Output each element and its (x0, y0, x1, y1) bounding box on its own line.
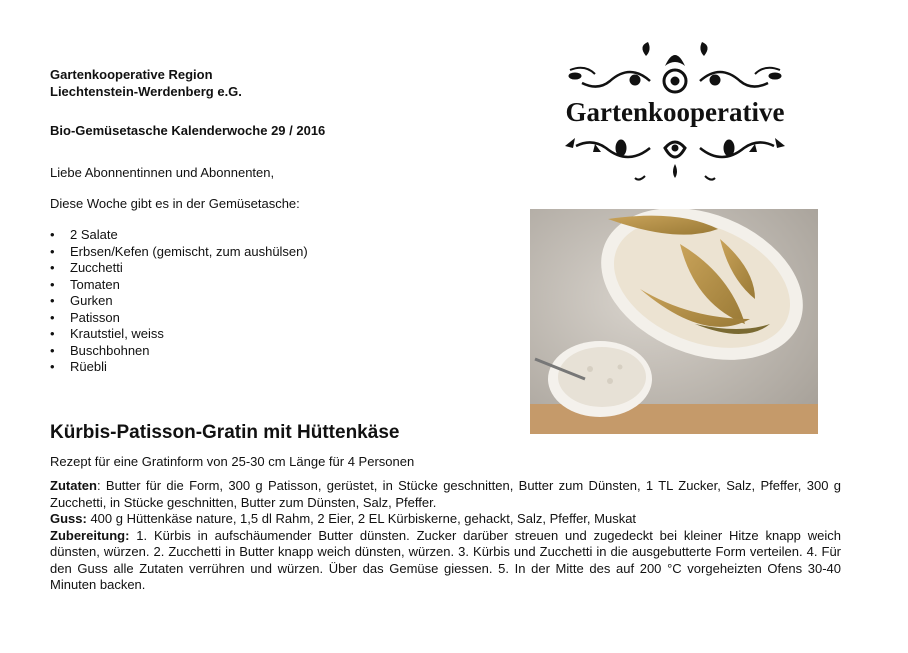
preparation-text: 1. Kürbis in aufschäumender Butter dünsten. Zucker darüber streuen und zugedeckt bei kleiner Hitze knapp weich dünsten, würzen. 2. Zucchetti in Butter knapp weich dünsten, würzen. 3. Kürbis und Zucchetti in die ausgebutterte Form verteilen. 4. Für den Guss alle Zutaten verrühren und würzen. Über das Gemüse giessen. 5. In der Mitte des auf 200 °C vorgeheizten Ofens 30-40 Minuten backen. (50, 527, 841, 592)
list-item: • Krautstiel, weiss (50, 326, 308, 343)
greeting: Liebe Abonnentinnen und Abonnenten, (50, 165, 275, 180)
recipe-subtitle: Rezept für eine Gratinform von 25-30 cm Länge für 4 Personen (50, 454, 415, 469)
preparation-paragraph (50, 528, 841, 594)
list-item: • Buschbohnen (50, 343, 308, 360)
list-item: • Gurken (50, 293, 308, 310)
list-item: • Patisson (50, 310, 308, 327)
ingredients-text: : Butter für die Form, 300 g Patisson, gerüstet, in Stücke geschnitten, Butter zum Dünsten, 1 TL Zucker, Salz, Pfeffer, 300 g Zucchetti, in Stücke geschnitten, Butter zum Dünsten, Salz, Pfeffer. (50, 478, 841, 510)
org-line-1: Gartenkooperative Region (50, 67, 213, 82)
recipe-body (50, 478, 841, 594)
list-item: • Erbsen/Kefen (gemischt, zum aushülsen) (50, 244, 308, 261)
gratin-dish-photo-icon (530, 209, 818, 434)
organization-name (50, 66, 242, 100)
logo-text: Gartenkooperative (565, 97, 785, 127)
vegetable-list (50, 227, 308, 376)
intro-text: Diese Woche gibt es in der Gemüsetasche: (50, 196, 300, 211)
ingredients-label: Zutaten (50, 478, 97, 493)
list-item: • Zucchetti (50, 260, 308, 277)
guss-label: Guss: (50, 511, 87, 526)
list-item: • Tomaten (50, 277, 308, 294)
guss-text: 400 g Hüttenkäse nature, 1,5 dl Rahm, 2 Eier, 2 EL Kürbiskerne, gehackt, Salz, Pfeffer, Muskat (86, 511, 637, 526)
preparation-label: Zubereitung: (50, 527, 130, 543)
list-item: • Rüebli (50, 359, 308, 376)
org-line-2: Liechtenstein-Werdenberg e.G. (50, 84, 242, 99)
ingredients-paragraph (50, 478, 841, 511)
calendar-week-heading: Bio-Gemüsetasche Kalenderwoche 29 / 2016 (50, 123, 326, 138)
list-item: • 2 Salate (50, 227, 308, 244)
recipe-title: Kürbis-Patisson-Gratin mit Hüttenkäse (50, 422, 400, 443)
guss-paragraph (50, 511, 841, 528)
ornamental-vegetable-logo-icon (535, 36, 815, 191)
